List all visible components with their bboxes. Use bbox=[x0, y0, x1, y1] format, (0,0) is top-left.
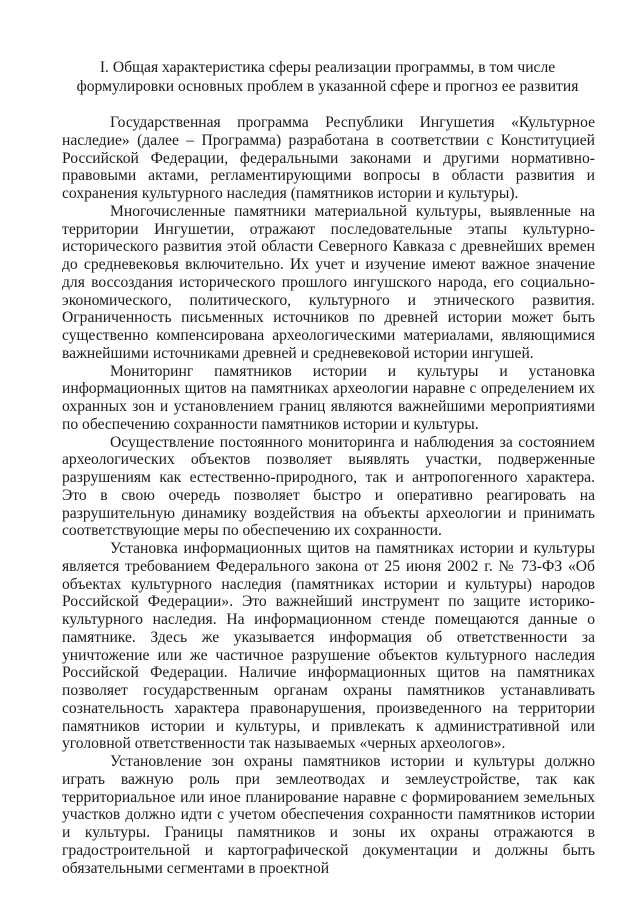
paragraph-monitoring: Мониторинг памятников истории и культуры и установка информационных щитов на памятниках археологии наравне с определением их охранных зон и установлением границ являются важнейшими мероприятиями по обеспечению сохранности памятников истории и культуры. bbox=[62, 362, 595, 433]
paragraph-observation: Осуществление постоянного мониторинга и наблюдения за состоянием археологических объектов позволяет выявлять участки, подверженные разрушениям как естественно-природного, так и антропогенного характера. Это в свою очередь позволяет быстро и оперативно реагировать на разрушительную динамику воздействия на объекты археологии и принимать соответствующие меры по обеспечению их сохранности. bbox=[62, 433, 595, 540]
paragraph-monuments: Многочисленные памятники материальной культуры, выявленные на территории Ингушетии, отражают последовательные этапы культурно-исторического развития этой области Северного Кавказа с древнейших времен до средневековья включительно. Их учет и изучение имеют важное значение для воссоздания исторического прошлого ингушского народа, его социально-экономического, политического, культурного и этнического развития. Ограниченность письменных источников по древней истории может быть существенно компенсирована археологическими материалами, являющимися важнейшими источниками древней и средневековой истории ингушей. bbox=[62, 202, 595, 362]
paragraph-program-intro: Государственная программа Республики Ингушетия «Культурное наследие» (далее – Программа) разработана в соответствии с Конституцией Российской Федерации, федеральными законами и другими нормативно-правовыми актами, регламентирующими вопросы в области развития и сохранения культурного наследия (памятников истории и культуры). bbox=[62, 114, 595, 202]
paragraph-info-boards: Установка информационных щитов на памятниках истории и культуры является требованием Федерального закона от 25 июня 2002 г. № 73-ФЗ «Об объектах культурного наследия (памятниках истории и культуры) народов Российской Федерации». Это важнейший инструмент по защите историко-культурного наследия. На информационном стенде помещаются данные о памятнике. Здесь же указывается информация об ответственности за уничтожение или же частичное разрушение объектов культурного наследия Российской Федерации. Наличие информационных щитов на памятниках позволяет государственным органам охраны памятников устанавливать сознательность характера правонарушения, произведенного на территории памятников истории и культуры, и привлекать к административной или уголовной ответственности так называемых «черных археологов». bbox=[62, 540, 595, 753]
heading-line-1: I. Общая характеристика сферы реализации программы, в том числе bbox=[99, 59, 556, 76]
body-text bbox=[62, 114, 595, 877]
paragraph-protection-zones: Установление зон охраны памятников истории и культуры должно играть важную роль при землеотводах и землеустройстве, так как территориальное или иное планирование наравне с формированием земельных участков должно идти с учетом обеспечения сохранности памятников истории и культуры. Границы памятников и зоны их охраны отражаются в градостроительной и картографической документации и должны быть обязательными сегментами в проектной bbox=[62, 753, 595, 877]
section-heading bbox=[60, 58, 595, 96]
heading-line-2: формулировки основных проблем в указанной сфере и прогноз ее развития bbox=[76, 78, 579, 95]
